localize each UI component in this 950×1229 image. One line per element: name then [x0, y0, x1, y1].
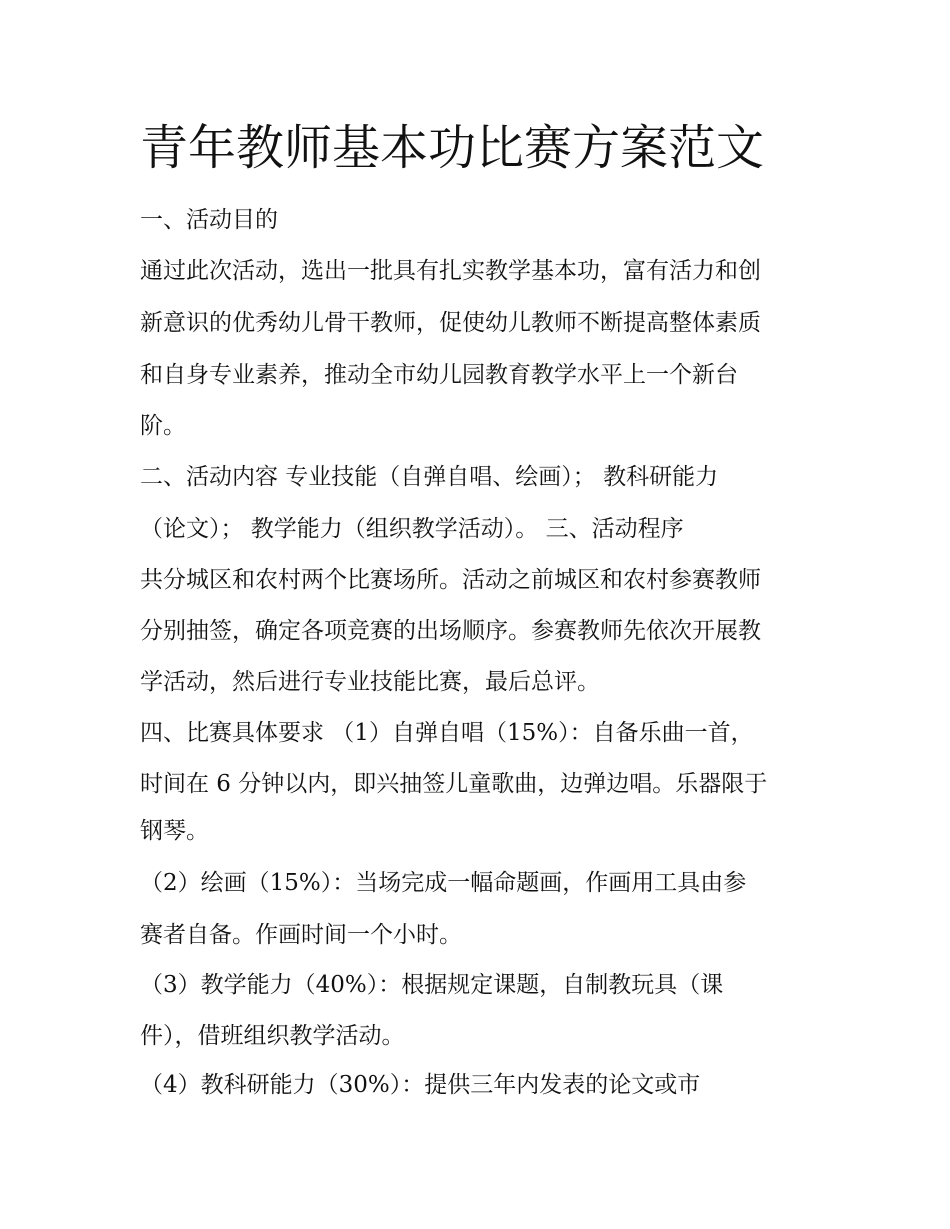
paragraph-line: 时间在 6 分钟以内，即兴抽签儿童歌曲，边弹边唱。乐器限于	[140, 771, 768, 797]
paragraph-line: 四、比赛具体要求 （1）自弹自唱（15%）：自备乐曲一首，	[140, 720, 754, 746]
paragraph-line: 和自身专业素养，推动全市幼儿园教育教学水平上一个新台	[140, 362, 738, 388]
paragraph-line: 钢琴。	[140, 818, 209, 844]
paragraph-line: （4）教科研能力（30%）：提供三年内发表的论文或市	[140, 1072, 701, 1098]
paragraph-line: 分别抽签，确定各项竞赛的出场顺序。参赛教师先依次开展教	[140, 618, 761, 644]
paragraph-line: （2）绘画（15%）：当场完成一幅命题画，作画用工具由参	[140, 870, 747, 896]
paragraph-line: 赛者自备。作画时间一个小时。	[140, 922, 462, 948]
paragraph-line: 共分城区和农村两个比赛场所。活动之前城区和农村参赛教师	[140, 567, 761, 593]
paragraph-line: 通过此次活动，选出一批具有扎实教学基本功，富有活力和创	[140, 258, 761, 284]
paragraph-line: 二、活动内容 专业技能（自弹自唱、绘画）； 教科研能力	[140, 464, 719, 490]
paragraph-line: 件），借班组织教学活动。	[140, 1023, 405, 1049]
paragraph-line: 阶。	[140, 413, 186, 439]
paragraph-line: （论文）； 教学能力（组织教学活动）。 三、活动程序	[140, 516, 684, 542]
paragraph-line: 新意识的优秀幼儿骨干教师，促使幼儿教师不断提高整体素质	[140, 310, 761, 336]
paragraph-line: （3）教学能力（40%）：根据规定课题，自制教玩具（课	[140, 972, 724, 998]
section-heading-purpose: 一、活动目的	[140, 207, 278, 233]
document-title: 青年教师基本功比赛方案范文	[140, 120, 765, 176]
paragraph-line: 学活动，然后进行专业技能比赛，最后总评。	[140, 669, 600, 695]
